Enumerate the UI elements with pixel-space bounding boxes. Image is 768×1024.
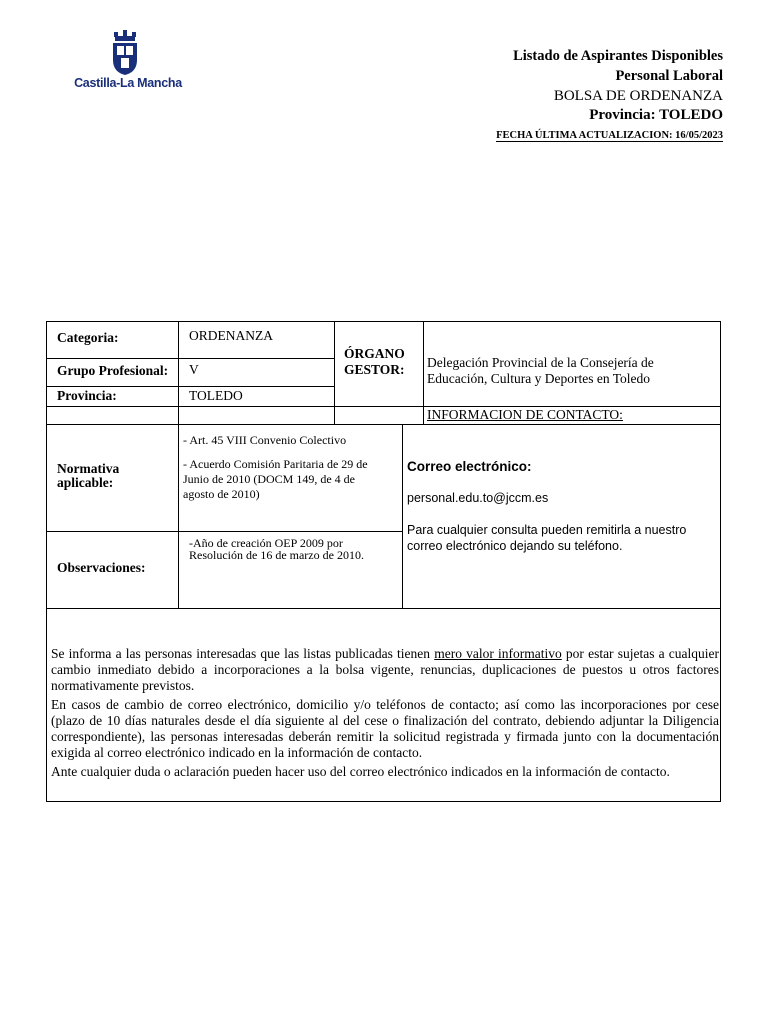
provincia-label: Provincia: (57, 388, 117, 403)
header-personal: Personal Laboral (615, 68, 723, 84)
notice-p1-underlined: mero valor informativo (434, 646, 562, 661)
provincia-value: TOLEDO (189, 388, 243, 403)
header-provincia: Provincia: TOLEDO (589, 107, 723, 123)
organo-label (344, 346, 405, 378)
organo-value: Delegación Provincial de la Consejería de Educación, Cultura y Deportes en Toledo (427, 355, 654, 386)
header-fecha: FECHA ÚLTIMA ACTUALIZACION: 16/05/2023 (496, 130, 723, 141)
normativa-label-2: aplicable: (57, 475, 114, 490)
notice-p1-start: Se informa a las personas interesadas que las listas publicadas tienen (51, 646, 435, 661)
normativa-label (57, 462, 119, 490)
logo-text: Castilla-La Mancha (74, 76, 182, 90)
grupo-value: V (189, 362, 199, 377)
notice-p1-end: por estar sujetas a cualquier cambio inmediato debido a incorporaciones a la bolsa vigente, renuncias, duplicaciones de puestos u otros factores normativamente previstos. (51, 646, 720, 693)
observaciones-label: Observaciones: (57, 560, 146, 575)
normativa-item-2: - Acuerdo Comisión Paritaria de 29 de Junio de 2010 (DOCM 149, de 4 de agosto de 2010) (183, 457, 368, 501)
correo-value: personal.edu.to@jccm.es (407, 491, 549, 505)
notice-paragraph-1 (51, 646, 719, 694)
notice-paragraph-2: En casos de cambio de correo electrónico, domicilio y/o teléfonos de contacto; así como las incorporaciones por cese (plazo de 10 días naturales desde el día siguiente al del cese o finalización del contrato, debiendo adjuntar la Diligencia correspondiente), las personas interesadas deberán remitir la solicitud registrada y firmada junto con la documentación exigida al correo electrónico indicado en la información de contacto. (51, 697, 719, 760)
notice-paragraph-3: Ante cualquier duda o aclaración pueden hacer uso del correo electrónico indicados en la información de contacto. (51, 764, 670, 779)
consulta-text: Para cualquier consulta pueden remitirla a nuestro correo electrónico dejando su teléfono. (407, 523, 687, 553)
document-header (496, 46, 723, 143)
castilla-la-mancha-logo (72, 28, 184, 94)
header-bolsa: BOLSA DE ORDENANZA (553, 88, 723, 104)
categoria-value: ORDENANZA (189, 328, 273, 343)
correo-label: Correo electrónico: (407, 459, 532, 474)
contacto-header-text: INFORMACION DE CONTACTO: (427, 407, 623, 422)
observaciones-value: -Año de creación OEP 2009 por Resolución de 16 de marzo de 2010. (189, 536, 364, 562)
header-title: Listado de Aspirantes Disponibles (513, 48, 723, 64)
contacto-header (427, 407, 623, 423)
grupo-label: Grupo Profesional: (57, 363, 169, 378)
categoria-label: Categoria: (57, 330, 119, 345)
organo-label-1: ÓRGANO (344, 346, 405, 361)
organo-label-2: GESTOR: (344, 362, 405, 377)
normativa-label-1: Normativa (57, 461, 120, 476)
crown-shield-icon (110, 28, 140, 76)
info-table (46, 321, 721, 802)
normativa-item-1: - Art. 45 VIII Convenio Colectivo (183, 433, 347, 447)
notice-text (51, 646, 719, 783)
